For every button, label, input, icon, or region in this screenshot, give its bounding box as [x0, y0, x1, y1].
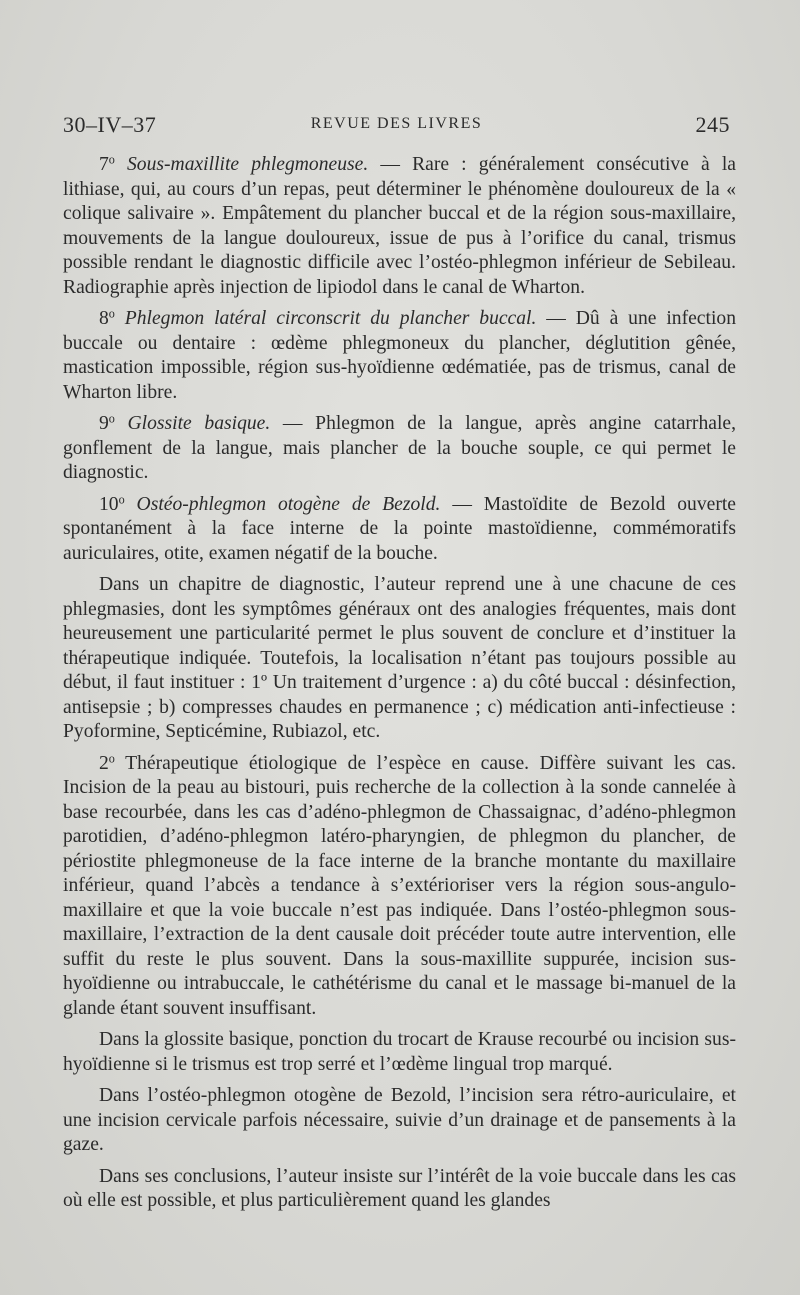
item-title: Ostéo-phlegmon otogène de Bezold. — [124, 493, 441, 515]
page-number: 245 — [695, 112, 730, 137]
header-journal-title: REVUE DES LIVRES — [310, 115, 483, 132]
paragraph-text: — Dû à une infection buccale ou dentaire : œdème phlegmoneux du plancher, déglutition gênée, mastication impossible, région sus-hyoïdienne œdématiée, pas de trismus, canal de Wharton libre. — [63, 308, 736, 403]
item-number: 9 — [99, 413, 109, 434]
header-date: 30–IV–37 — [63, 112, 157, 137]
body-text — [63, 153, 736, 1221]
item-title: Phlegmon latéral circonscrit du plancher buccal. — [114, 308, 537, 329]
paragraph-conclusions — [63, 1165, 736, 1214]
paragraph-text: — Rare : généralement consécutive à la lithiase, qui, au cours d’un repas, peut déterminer le phénomène douloureux de la « colique salivaire ». Empâtement du plancher buccal et de la région sous-maxillaire, mouvements de la langue douloureux, issue de pus à l’orifice du canal, trismus possible rendant le diagnostic difficile avec l’ostéo-phlegmon inférieur de Sebileau. Radiographie après injection de lipiodol dans le canal de Wharton. — [63, 154, 736, 298]
paragraph-text: — Phlegmon de la langue, après angine catarrhale, gonflement de la langue, mais plancher de la bouche souple, ce qui permet le diagnostic. — [63, 413, 736, 483]
paragraph-diagnostic — [63, 573, 736, 745]
paragraph-bezold-treatment — [63, 1084, 736, 1158]
item-title: Glossite basique. — [114, 413, 271, 434]
paragraph-text: Dans ses conclusions, l’auteur insiste sur l’intérêt de la voie buccale dans les cas où elle est possible, et plus particulièrement quand les glandes — [63, 1165, 736, 1211]
ordinal-mark: o — [118, 491, 125, 506]
ordinal-mark: o — [108, 750, 115, 765]
running-header — [63, 112, 730, 142]
ordinal-mark: o — [108, 411, 115, 426]
ordinal-mark: o — [108, 152, 115, 167]
paragraph-bezold — [63, 493, 736, 567]
ordinal-mark: o — [108, 306, 115, 321]
item-number: 10 — [99, 493, 119, 515]
item-number: 8 — [99, 308, 109, 329]
item-title: Sous-maxillite phlegmoneuse. — [114, 154, 369, 175]
paragraph-glossite — [63, 412, 736, 486]
item-number: 2 — [99, 752, 109, 774]
paragraph-text: — Mastoïdite de Bezold ouverte spontanément à la face interne de la pointe mastoïdienne, commémoratifs auriculaires, otite, examen négatif de la bouche. — [63, 493, 736, 564]
paragraph-text: Dans l’ostéo-phlegmon otogène de Bezold, l’incision sera rétro-auriculaire, et une incision cervicale parfois nécessaire, suivie d’un drainage et de pansements à la gaze. — [63, 1085, 736, 1155]
item-number: 7 — [99, 154, 109, 175]
paragraph-phlegmon-plancher — [63, 307, 736, 405]
paragraph-sous-maxillite — [63, 153, 736, 300]
paragraph-text: Dans un chapitre de diagnostic, l’auteur reprend une à une chacune de ces phlegmasies, dont les symptômes généraux ont des analogies fréquentes, mais dont heureusement une particularité permet le plus souvent de conclure et d’instituer la thérapeutique indiquée. Toutefois, la localisation n’étant pas toujours possible au début, il faut instituer : 1º Un traitement d’urgence : a) du côté buccal : désinfection, antisepsie ; b) compresses chaudes en permanence ; c) médication anti-infectieuse : Pyoformine, Septicémine, Rubiazol, etc. — [63, 574, 736, 742]
paragraph-text: Thérapeutique étiologique de l’espèce en cause. Diffère suivant les cas. Incision de la peau au bistouri, puis recherche de la collection à la sonde cannelée à base recourbée, dans les cas d’adéno-phlegmon de Chassaignac, d’adéno-phlegmon parotidien, d’adéno-phlegmon latéro-pharyngien, de phlegmon du plancher, de périostite phlegmoneuse de la face interne de la branche montante du maxillaire inférieur, quand l’abcès a tendance à s’extérioriser vers la région sous-angulo-maxillaire et que la voie buccale n’est pas indiquée. Dans l’ostéo-phlegmon sous-maxillaire, l’extraction de la dent causale doit précéder toute autre intervention, elle suffit du reste le plus souvent. Dans la sous-maxillite suppurée, incision sus-hyoïdienne ou intrabuccale, le cathétérisme du canal et le massage bi-manuel de la glande étant souvent insuffisant. — [63, 752, 736, 1019]
paragraph-text: Dans la glossite basique, ponction du trocart de Krause recourbé ou incision sus-hyoïdienne si le trismus est trop serré et l’œdème lingual trop marqué. — [63, 1029, 736, 1075]
paragraph-glossite-treatment — [63, 1028, 736, 1077]
paragraph-therapeutique — [63, 752, 736, 1022]
